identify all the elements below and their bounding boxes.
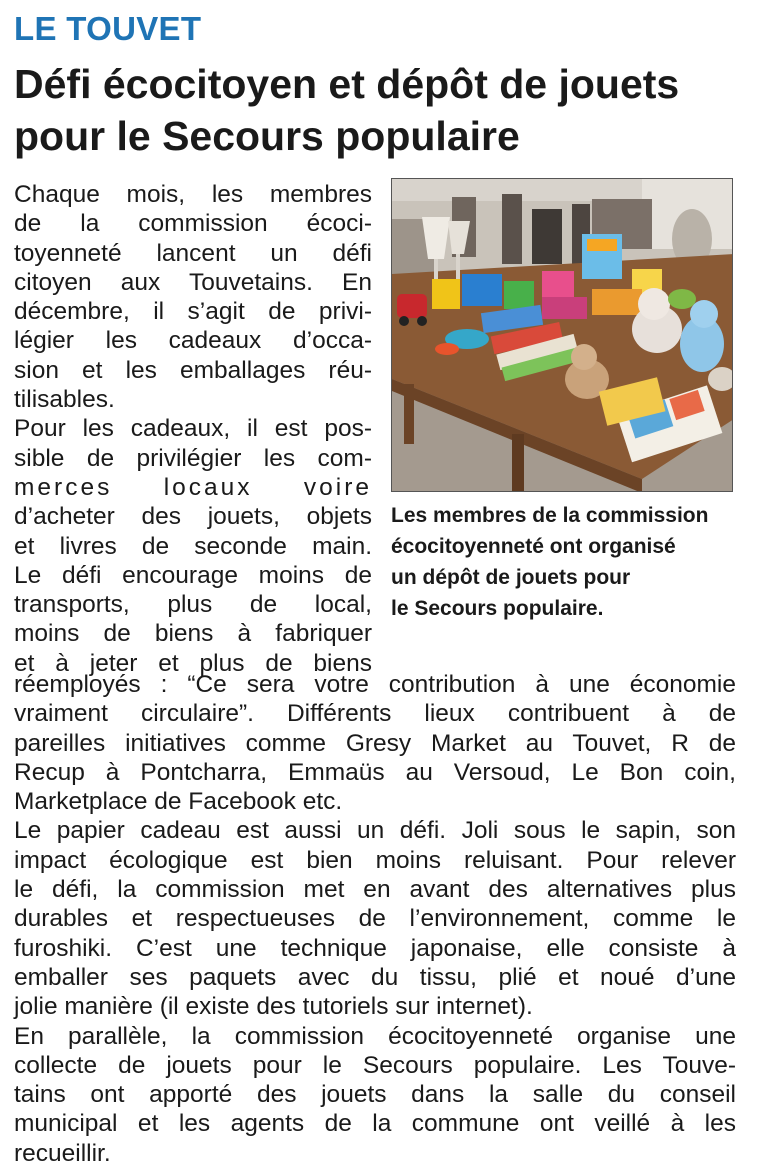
body-line: sible de privilégier les com-	[14, 444, 372, 472]
body-line: transports, plus de local,	[14, 591, 372, 619]
body-line: de la commission écoci-	[14, 210, 372, 238]
body-line: emballer ses paquets avec du tissu, plié et noué d’une	[14, 963, 736, 991]
body-line: Pour les cadeaux, il est pos-	[14, 415, 372, 443]
body-line: Chaque mois, les membres	[14, 181, 372, 208]
headline-line: Défi écocitoyen et dépôt de jouets	[14, 61, 680, 107]
photo-caption	[391, 500, 741, 624]
toys-photo-illustration	[392, 179, 733, 492]
body-line: décembre, il s’agit de privi-	[14, 298, 372, 326]
body-line: citoyen aux Touvetains. En	[14, 268, 372, 296]
body-line: légier les cadeaux d’occa-	[14, 327, 372, 355]
toys-photo	[391, 178, 733, 492]
caption-line: un dépôt de jouets pour	[391, 566, 631, 589]
body-wide-text	[14, 670, 736, 1168]
caption-line: Les membres de la commission	[391, 504, 709, 527]
body-line: furoshiki. C’est une technique japonaise, elle consiste à	[14, 934, 736, 962]
body-line: vraiment circulaire”. Différents lieux contribuent à de	[14, 700, 736, 728]
body-line: durables et respectueuses de l’environnement, comme le	[14, 905, 736, 933]
body-line: tilisables.	[14, 386, 115, 414]
section-kicker: LE TOUVET	[14, 10, 202, 47]
body-column-text	[14, 180, 372, 678]
body-line: jolie manière (il existe des tutoriels sur internet).	[14, 993, 533, 1021]
body-line: réemployés : “Ce sera votre contribution à une économie	[14, 671, 736, 698]
body-line: impact écologique est bien moins reluisant. Pour relever	[14, 846, 736, 874]
body-line: Recup à Pontcharra, Emmaüs au Versoud, Le Bon coin,	[14, 758, 736, 786]
body-line: En parallèle, la commission écocitoyenneté organise une	[14, 1022, 736, 1050]
caption-line: écocitoyenneté ont organisé	[391, 535, 676, 558]
body-line: recueillir.	[14, 1139, 111, 1167]
body-line: moins de biens à fabriquer	[14, 620, 372, 648]
body-line: Le défi encourage moins de	[14, 561, 372, 589]
body-line: et à jeter et plus de biens	[14, 649, 372, 677]
body-line: Marketplace de Facebook etc.	[14, 788, 343, 816]
body-line: pareilles initiatives comme Gresy Market au Touvet, R de	[14, 729, 736, 757]
caption-line: le Secours populaire.	[391, 597, 604, 620]
body-line: collecte de jouets pour le Secours populaire. Les Touve-	[14, 1051, 736, 1079]
body-line: Le papier cadeau est aussi un défi. Joli sous le sapin, son	[14, 817, 736, 845]
body-line: toyenneté lancent un défi	[14, 239, 372, 267]
body-line: et livres de seconde main.	[14, 532, 372, 560]
body-line: merces locaux voire	[14, 473, 372, 501]
body-line: sion et les emballages réu-	[14, 356, 372, 384]
body-line: d’acheter des jouets, objets	[14, 503, 372, 531]
headline-line: pour le Secours populaire	[14, 113, 520, 159]
body-line: le défi, la commission met en avant des alternatives plus	[14, 876, 736, 904]
body-line: municipal et les agents de la commune ont veillé à les	[14, 1110, 736, 1138]
headline	[14, 58, 764, 162]
body-line: tains ont apporté des jouets dans la salle du conseil	[14, 1081, 736, 1109]
